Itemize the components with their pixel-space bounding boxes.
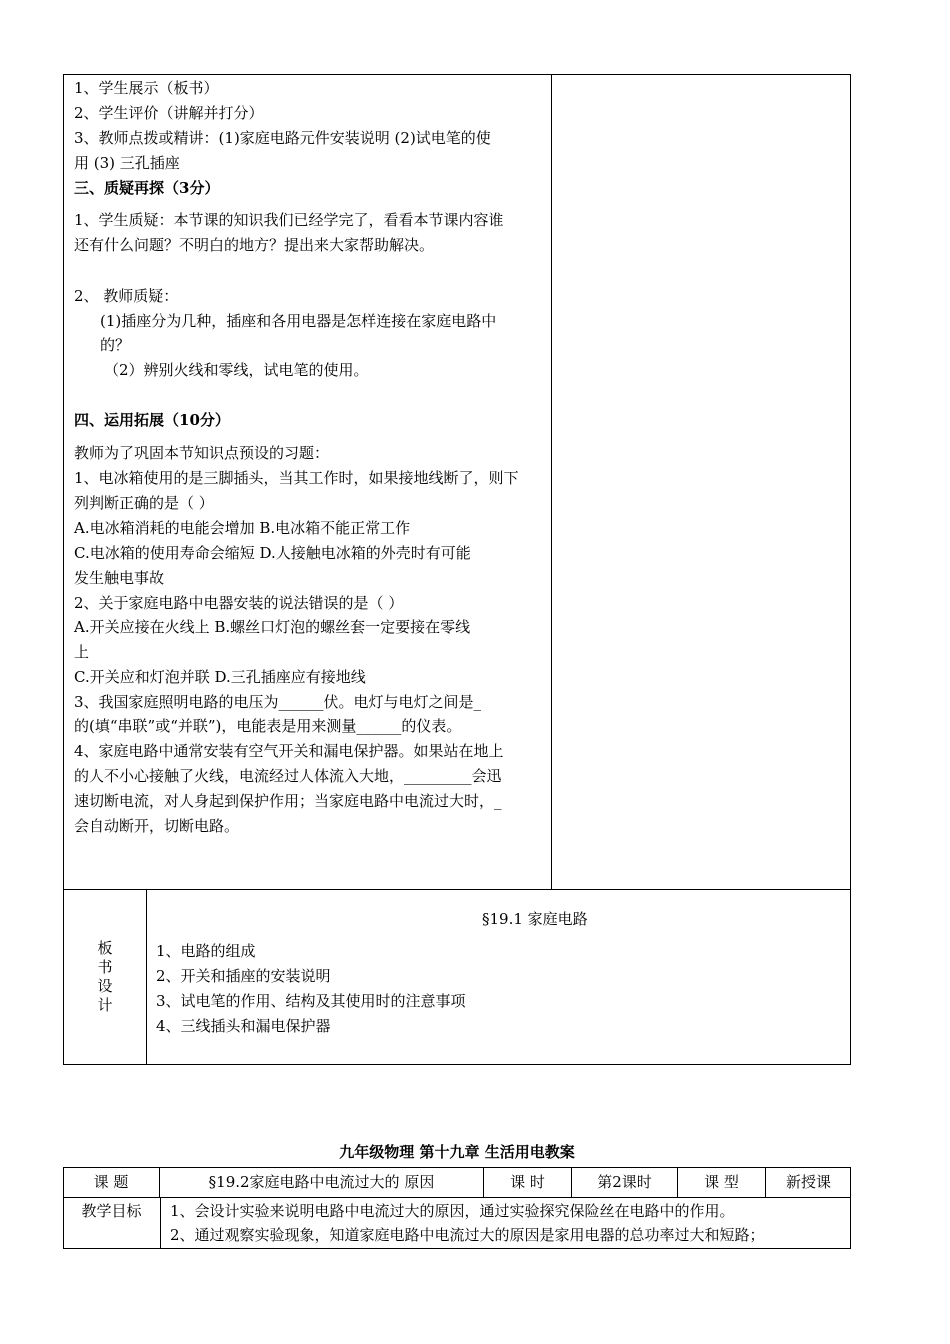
period-label: 课 时 [484,1167,572,1197]
text-line: 4、家庭电路中通常安装有空气开关和漏电保护器。如果站在地上 [74,742,504,760]
board-design-item: 4、三线插头和漏电保护器 [156,1017,331,1035]
page-title: 九年级物理 第十九章 生活用电教案 [339,1143,575,1161]
board-design-title: §19.1 家庭电路 [482,910,588,928]
text-line: C.开关应和灯泡并联 D.三孔插座应有接地线 [74,668,366,686]
text-line: 3、教师点拨或精讲：(1)家庭电路元件安装说明 (2)试电笔的使 [74,129,491,147]
text-line: 用 (3) 三孔插座 [74,154,180,172]
topic-label: 课 题 [63,1167,160,1197]
text-line: 2、关于家庭电路中电器安装的说法错误的是（ ） [74,594,404,612]
type-label: 课 型 [678,1167,766,1197]
label-char: 板 [97,939,113,957]
objectives-label: 教学目标 [81,1202,142,1220]
section-heading: 四、运用拓展（10分） [74,411,230,429]
topic-value: §19.2家庭电路中电流过大的 原因 [160,1167,484,1197]
board-design-label [92,939,118,1015]
text-line: A.电冰箱消耗的电能会增加 B.电冰箱不能正常工作 [74,519,411,537]
label-char: 设 [97,977,113,995]
text-line: 上 [74,643,90,661]
text-line: 速切断电流，对人身起到保护作用；当家庭电路中电流过大时，_ [74,792,502,810]
type-value: 新授课 [785,1173,831,1191]
row-divider [63,1197,851,1198]
board-design-item: 1、电路的组成 [156,942,256,960]
text-line: 发生触电事故 [74,569,165,587]
text-line: 的(填“串联”或“并联”)，电能表是用来测量______的仪表。 [74,717,462,735]
text-line: 的人不小心接触了火线，电流经过人体流入大地，_________会迅 [74,767,502,785]
text-line: 2、 教师质疑： [74,287,179,305]
board-design-item: 3、试电笔的作用、结构及其使用时的注意事项 [156,992,466,1010]
objective-item: 2、通过观察实验现象，知道家庭电路中电流过大的原因是家用电器的总功率过大和短路； [170,1226,765,1244]
label-char: 书 [97,958,113,976]
text-line: 1、学生展示（板书） [74,79,219,97]
text-line: A.开关应接在火线上 B.螺丝口灯泡的螺丝套一定要接在零线 [74,618,471,636]
text-line: 列判断正确的是（ ） [74,494,214,512]
text-line: 还有什么问题？不明白的地方？提出来大家帮助解决。 [74,236,435,254]
text-line: 2、学生评价（讲解并打分） [74,104,264,122]
text-line: 3、我国家庭照明电路的电压为______伏。电灯与电灯之间是_ [74,693,482,711]
text-line: 会自动断开，切断电路。 [74,817,240,835]
text-line: (1)插座分为几种，插座和各用电器是怎样连接在家庭电路中 [100,312,497,330]
board-design-item: 2、开关和插座的安装说明 [156,967,331,985]
text-line: C.电冰箱的使用寿命会缩短 D.人接触电冰箱的外壳时有可能 [74,544,471,562]
board-design-divider [146,889,147,1065]
period-value: 第2课时 [572,1167,678,1197]
text-line: 的？ [100,336,131,354]
objectives-divider [160,1197,161,1249]
text-line: （2）辨别火线和零线，试电笔的使用。 [104,361,369,379]
text-line: 1、电冰箱使用的是三脚插头，当其工作时，如果接地线断了，则下 [74,469,519,487]
section-heading: 三、质疑再探（3分） [74,179,220,197]
text-line: 1、学生质疑：本节课的知识我们已经学完了，看看本节课内容谁 [74,211,504,229]
column-divider [551,74,552,890]
objective-item: 1、会设计实验来说明电路中电流过大的原因，通过实验探究保险丝在电路中的作用。 [170,1202,735,1220]
label-char: 计 [97,996,113,1014]
text-line: 教师为了巩固本节知识点预设的习题： [74,444,330,462]
